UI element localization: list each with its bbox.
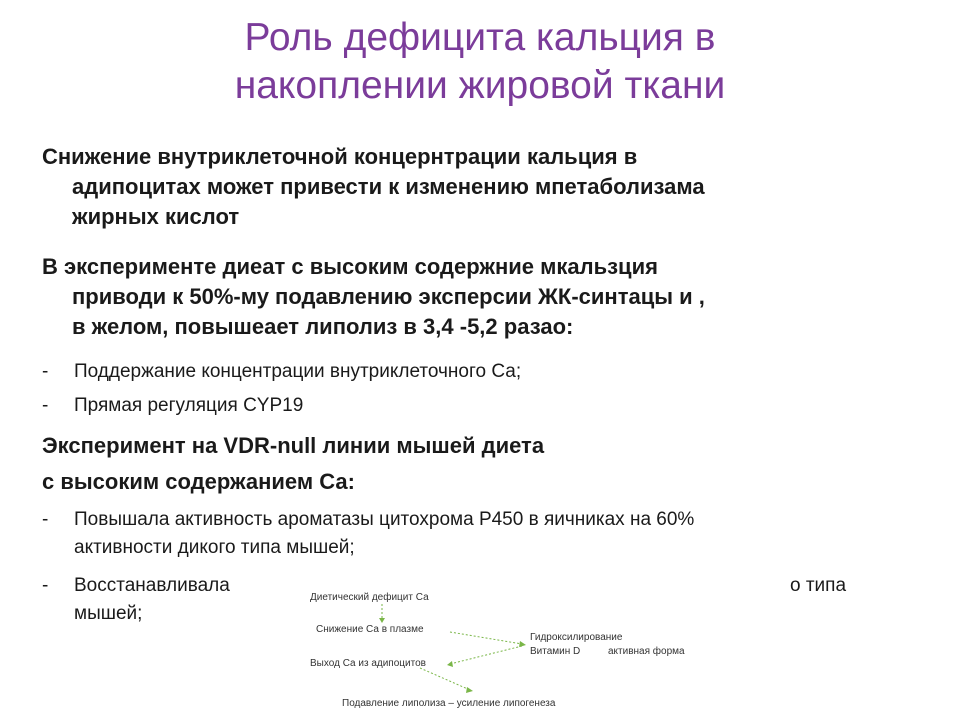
paragraph-line: В эксперименте диеат с высоким содержние мкальзция <box>42 254 658 279</box>
bullet-text-left: Восстанавливала <box>74 575 230 596</box>
paragraph-experiment-diet <box>42 252 922 342</box>
paragraph-line: приводи к 50%-му подавлению эксперсии ЖК-синтацы и , <box>72 284 705 309</box>
bullet-dash: - <box>42 575 49 596</box>
arrow-line <box>420 668 470 690</box>
bullet-dash: - <box>42 509 49 530</box>
bullet-text: Повышала активность ароматазы цитохрома Р450 в яичниках на 60% <box>74 509 695 530</box>
paragraph-line: Эксперимент на VDR-null линии мышей диета <box>42 433 545 458</box>
paragraph-line: адипоцитах может привести к изменению мпетаболизама <box>72 174 705 199</box>
paragraph-calcium-decrease <box>42 142 922 232</box>
arrowhead-icon <box>447 661 453 667</box>
arrowhead-icon <box>519 641 526 647</box>
bullet-text-right: о типа <box>790 575 847 596</box>
title-line-2: накоплении жировой ткани <box>234 64 726 107</box>
bullet-text-line2: мышей; <box>74 603 143 624</box>
diagram-node: Гидроксилирование <box>530 632 623 643</box>
diagram-node: Витамин D <box>530 646 581 657</box>
bullet-text: активности дикого типа мышей; <box>74 537 355 558</box>
arrowhead-icon <box>379 618 385 623</box>
bullet-item <box>42 392 922 420</box>
paragraph-line: Снижение внутриклеточной концернтрации кальция в <box>42 144 638 169</box>
arrow-line <box>450 646 522 664</box>
arrow-line <box>450 632 522 644</box>
arrowhead-icon <box>466 687 473 693</box>
diagram-node: Диетический дефицит Са <box>310 592 429 603</box>
paragraph-vdr-experiment <box>42 428 922 500</box>
bullet-item <box>42 506 922 562</box>
paragraph-line: с высоким содержанием Са: <box>42 469 355 494</box>
slide-title <box>140 14 820 110</box>
bullet-text-partial <box>74 572 230 628</box>
bullet-dash: - <box>42 395 49 416</box>
calcium-diagram <box>300 584 710 720</box>
bullet-dash: - <box>42 361 49 382</box>
title-line-1: Роль дефицита кальция в <box>244 16 716 59</box>
bullet-text: Поддержание концентрации внутриклеточного Са; <box>74 361 522 382</box>
diagram-node: активная форма <box>608 646 685 657</box>
paragraph-line: жирных кислот <box>72 204 240 229</box>
diagram-node: Выход Са из адипоцитов <box>310 658 426 669</box>
diagram-node: Снижение Са в плазме <box>316 624 424 635</box>
diagram-node: Подавление липолиза – усиление липогенеза <box>342 698 556 709</box>
bullet-item <box>42 358 922 386</box>
bullet-text: Прямая регуляция CYP19 <box>74 395 304 416</box>
paragraph-line: в желом, повышеает липолиз в 3,4 -5,2 разао: <box>72 314 574 339</box>
